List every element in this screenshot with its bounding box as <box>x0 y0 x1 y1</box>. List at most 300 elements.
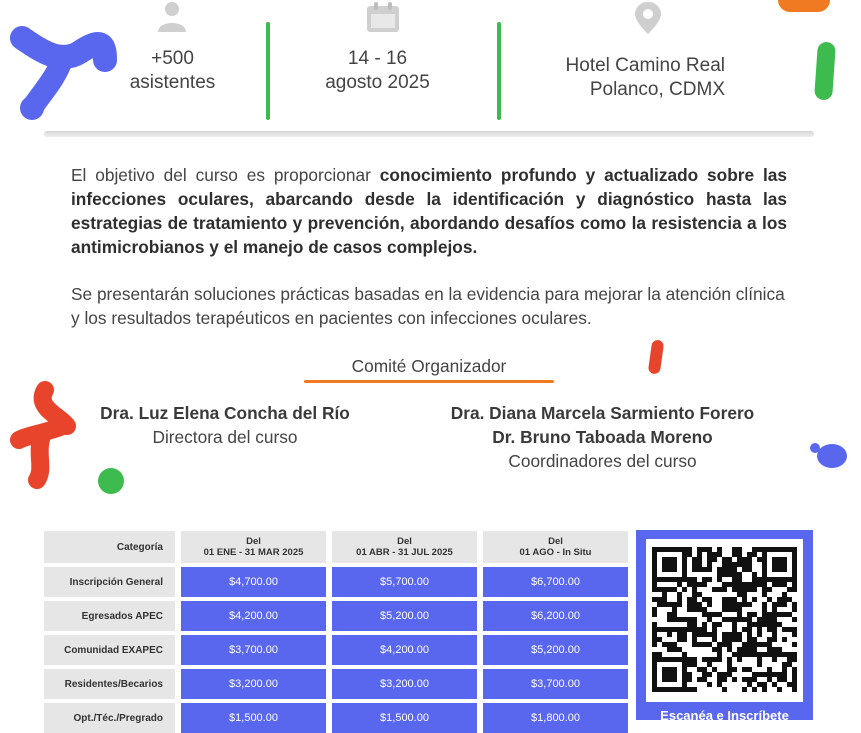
committee-title: Comité Organizador <box>351 356 507 376</box>
qr-module <box>712 552 717 557</box>
qr-module <box>707 662 712 667</box>
qr-module <box>667 602 672 607</box>
qr-module <box>682 652 687 657</box>
qr-code[interactable] <box>646 539 803 702</box>
qr-module <box>732 667 737 672</box>
qr-module <box>697 607 702 612</box>
qr-module <box>687 657 692 662</box>
period-range: 01 ABR - 31 JUL 2025 <box>356 547 453 558</box>
qr-module <box>712 637 717 642</box>
orange-blob-decoration <box>778 0 830 12</box>
qr-module <box>747 682 752 687</box>
qr-module <box>787 597 792 602</box>
price-cell: $3,700.00 <box>483 669 628 699</box>
qr-module <box>712 632 717 637</box>
qr-module <box>662 592 667 597</box>
qr-module <box>762 602 767 607</box>
qr-module <box>772 637 777 642</box>
qr-module <box>787 682 792 687</box>
qr-module <box>652 607 657 612</box>
venue-location: Polanco, CDMX <box>589 79 725 100</box>
qr-module <box>752 547 757 552</box>
qr-module <box>747 652 752 657</box>
qr-module <box>787 627 792 632</box>
qr-module <box>772 612 777 617</box>
qr-module <box>792 632 797 637</box>
qr-module <box>692 607 697 612</box>
qr-module <box>702 612 707 617</box>
qr-module <box>792 582 797 587</box>
qr-module <box>792 627 797 632</box>
qr-module <box>792 602 797 607</box>
qr-module <box>782 667 787 672</box>
qr-module <box>767 587 772 592</box>
qr-module <box>732 547 737 552</box>
qr-module <box>732 617 737 622</box>
qr-module <box>742 652 747 657</box>
qr-module <box>762 682 767 687</box>
qr-module <box>787 662 792 667</box>
qr-module <box>752 652 757 657</box>
qr-module <box>682 632 687 637</box>
qr-module <box>737 602 742 607</box>
qr-module <box>672 612 677 617</box>
qr-module <box>742 667 747 672</box>
qr-module <box>697 677 702 682</box>
qr-module <box>652 627 657 632</box>
qr-module <box>757 632 762 637</box>
qr-module <box>677 597 682 602</box>
qr-module <box>662 597 667 602</box>
qr-module <box>727 602 732 607</box>
dates-days: 14 - 16 <box>347 48 408 69</box>
qr-module <box>652 637 657 642</box>
qr-module <box>667 617 672 622</box>
category-header: Categoría <box>44 531 175 563</box>
qr-module <box>757 657 762 662</box>
qr-module <box>737 577 742 582</box>
qr-module <box>737 552 742 557</box>
qr-registration-card[interactable] <box>636 530 813 723</box>
qr-module <box>672 607 677 612</box>
qr-module <box>772 627 777 632</box>
qr-module <box>717 682 722 687</box>
qr-module <box>717 552 722 557</box>
qr-module <box>732 572 737 577</box>
qr-module <box>747 647 752 652</box>
qr-module <box>662 587 667 592</box>
qr-finder <box>662 557 677 572</box>
qr-module <box>662 642 667 647</box>
price-cell: $6,200.00 <box>483 601 628 631</box>
period-range: 01 ENE - 31 MAR 2025 <box>203 547 304 558</box>
qr-module <box>782 662 787 667</box>
qr-module <box>737 582 742 587</box>
qr-module <box>737 562 742 567</box>
qr-module <box>747 637 752 642</box>
qr-module <box>752 677 757 682</box>
qr-module <box>707 682 712 687</box>
qr-module <box>692 642 697 647</box>
qr-module <box>737 572 742 577</box>
row-label: Residentes/Becarios <box>44 669 175 699</box>
qr-module <box>767 597 772 602</box>
qr-module <box>737 632 742 637</box>
qr-module <box>737 637 742 642</box>
qr-module <box>722 677 727 682</box>
qr-module <box>777 652 782 657</box>
qr-module <box>782 652 787 657</box>
qr-module <box>702 632 707 637</box>
qr-module <box>757 642 762 647</box>
price-cell: $4,200.00 <box>181 601 326 631</box>
qr-module <box>732 627 737 632</box>
qr-module <box>677 602 682 607</box>
qr-module <box>722 562 727 567</box>
qr-module <box>747 587 752 592</box>
qr-module <box>732 582 737 587</box>
qr-module <box>792 687 797 692</box>
qr-module <box>747 632 752 637</box>
qr-module <box>777 672 782 677</box>
qr-module <box>672 642 677 647</box>
qr-module <box>792 667 797 672</box>
qr-module <box>737 587 742 592</box>
person-icon <box>155 0 189 34</box>
qr-module <box>727 597 732 602</box>
qr-module <box>732 567 737 572</box>
qr-module <box>677 647 682 652</box>
qr-module <box>707 552 712 557</box>
qr-module <box>722 642 727 647</box>
qr-module <box>762 622 767 627</box>
qr-module <box>692 577 697 582</box>
director-name: Dra. Luz Elena Concha del Río <box>100 403 350 423</box>
qr-module <box>722 587 727 592</box>
qr-module <box>757 662 762 667</box>
attendees-info <box>100 47 245 95</box>
qr-module <box>737 612 742 617</box>
red-bar-decoration <box>648 339 665 374</box>
qr-module <box>722 572 727 577</box>
qr-module <box>722 597 727 602</box>
qr-module <box>737 617 742 622</box>
qr-module <box>757 652 762 657</box>
qr-module <box>752 597 757 602</box>
qr-module <box>792 642 797 647</box>
qr-module <box>767 637 772 642</box>
qr-module <box>717 657 722 662</box>
qr-module <box>737 652 742 657</box>
qr-module <box>732 607 737 612</box>
qr-module <box>652 652 657 657</box>
qr-module <box>692 622 697 627</box>
qr-module <box>737 607 742 612</box>
price-cell: $5,200.00 <box>483 635 628 665</box>
row-label: Opt./Téc./Pregrado <box>44 703 175 733</box>
qr-module <box>707 557 712 562</box>
qr-module <box>667 587 672 592</box>
qr-module <box>687 662 692 667</box>
qr-module <box>692 662 697 667</box>
qr-module <box>747 557 752 562</box>
venue-info <box>540 54 725 102</box>
qr-module <box>652 642 657 647</box>
qr-module <box>742 627 747 632</box>
price-cell: $1,500.00 <box>332 703 477 733</box>
qr-module <box>782 637 787 642</box>
qr-module <box>692 617 697 622</box>
qr-module <box>687 672 692 677</box>
qr-module <box>692 562 697 567</box>
qr-module <box>772 652 777 657</box>
qr-module <box>762 587 767 592</box>
qr-module <box>747 627 752 632</box>
qr-module <box>707 642 712 647</box>
qr-module <box>707 632 712 637</box>
qr-module <box>722 637 727 642</box>
qr-module <box>722 687 727 692</box>
qr-module <box>657 587 662 592</box>
qr-module <box>702 582 707 587</box>
qr-module <box>702 667 707 672</box>
qr-module <box>687 622 692 627</box>
attendees-count: +500 <box>151 48 194 69</box>
qr-module <box>662 602 667 607</box>
qr-module <box>777 647 782 652</box>
qr-module <box>772 682 777 687</box>
qr-module <box>657 597 662 602</box>
qr-module <box>677 582 682 587</box>
qr-module <box>782 627 787 632</box>
qr-module <box>687 607 692 612</box>
qr-module <box>657 602 662 607</box>
qr-module <box>657 627 662 632</box>
qr-module <box>702 577 707 582</box>
green-dot-decoration <box>98 468 124 494</box>
qr-module <box>762 612 767 617</box>
qr-module <box>702 567 707 572</box>
price-cell: $5,200.00 <box>332 601 477 631</box>
qr-module <box>787 652 792 657</box>
qr-module <box>732 552 737 557</box>
qr-module <box>692 637 697 642</box>
qr-module <box>742 642 747 647</box>
qr-module <box>762 582 767 587</box>
qr-module <box>717 677 722 682</box>
calendar-icon <box>364 0 404 34</box>
qr-module <box>682 617 687 622</box>
qr-module <box>792 677 797 682</box>
qr-module <box>712 667 717 672</box>
qr-module <box>747 667 752 672</box>
qr-module <box>757 577 762 582</box>
qr-module <box>762 617 767 622</box>
period-label: Del <box>397 536 412 547</box>
qr-module <box>742 687 747 692</box>
qr-module <box>672 587 677 592</box>
qr-module <box>792 657 797 662</box>
period-header <box>181 531 326 563</box>
qr-module <box>767 647 772 652</box>
qr-module <box>712 627 717 632</box>
qr-module <box>667 642 672 647</box>
qr-module <box>747 562 752 567</box>
qr-module <box>677 592 682 597</box>
qr-module <box>727 667 732 672</box>
qr-module <box>772 672 777 677</box>
qr-module <box>777 677 782 682</box>
objective-bold: conocimiento profundo y actualizado sobre las infecciones oculares, abarcando desde la identificación y diagnóstico hasta las estrategias de tratamiento y prevención, abordando desafíos como la resistencia a los antimicrobianos y el manejo de casos complejos. <box>71 165 787 257</box>
qr-module <box>687 627 692 632</box>
header-separator <box>44 131 814 137</box>
divider-2 <box>497 22 501 120</box>
qr-module <box>772 622 777 627</box>
qr-module <box>717 647 722 652</box>
qr-module <box>692 687 697 692</box>
qr-module <box>697 592 702 597</box>
solutions-paragraph: Se presentarán soluciones prácticas basadas en la evidencia para mejorar la atención clínica y los resultados terapéuticos en pacientes con infecciones oculares. <box>71 284 785 328</box>
period-header <box>332 531 477 563</box>
qr-module <box>772 607 777 612</box>
coordinator-2-name: Dr. Bruno Taboada Moreno <box>492 427 713 447</box>
qr-module <box>702 547 707 552</box>
qr-module <box>717 577 722 582</box>
qr-module <box>777 582 782 587</box>
qr-module <box>687 687 692 692</box>
qr-module <box>697 567 702 572</box>
qr-module <box>732 677 737 682</box>
qr-module <box>772 582 777 587</box>
qr-module <box>717 547 722 552</box>
qr-module <box>687 602 692 607</box>
qr-module <box>792 617 797 622</box>
qr-module <box>727 582 732 587</box>
qr-module <box>742 557 747 562</box>
qr-module <box>747 642 752 647</box>
qr-module <box>792 607 797 612</box>
qr-module <box>742 677 747 682</box>
qr-module <box>742 582 747 587</box>
qr-module <box>777 597 782 602</box>
qr-module <box>712 657 717 662</box>
qr-module <box>697 642 702 647</box>
qr-module <box>707 597 712 602</box>
qr-module <box>727 662 732 667</box>
qr-module <box>727 657 732 662</box>
qr-module <box>772 657 777 662</box>
price-cell: $4,200.00 <box>332 635 477 665</box>
qr-module <box>752 637 757 642</box>
qr-module <box>742 587 747 592</box>
qr-module <box>767 612 772 617</box>
qr-module <box>692 592 697 597</box>
qr-module <box>752 642 757 647</box>
qr-module <box>782 612 787 617</box>
qr-module <box>687 677 692 682</box>
qr-module <box>697 562 702 567</box>
objective-intro: El objetivo del curso es proporcionar <box>71 165 380 185</box>
qr-module <box>777 622 782 627</box>
qr-module <box>657 652 662 657</box>
qr-module <box>697 582 702 587</box>
qr-module <box>757 557 762 562</box>
qr-module <box>717 652 722 657</box>
qr-module <box>737 647 742 652</box>
qr-module <box>732 587 737 592</box>
qr-module <box>747 612 752 617</box>
director-role: Directora del curso <box>152 427 298 447</box>
qr-module <box>757 582 762 587</box>
qr-module <box>707 612 712 617</box>
qr-module <box>782 597 787 602</box>
qr-module <box>727 617 732 622</box>
qr-module <box>667 647 672 652</box>
qr-module <box>702 607 707 612</box>
qr-module <box>737 592 742 597</box>
qr-module <box>672 647 677 652</box>
qr-module <box>687 547 692 552</box>
qr-module <box>707 617 712 622</box>
qr-module <box>792 682 797 687</box>
committee-underline <box>304 380 554 383</box>
qr-module <box>752 687 757 692</box>
row-label: Egresados APEC <box>44 601 175 631</box>
divider-1 <box>266 22 270 120</box>
qr-module <box>682 637 687 642</box>
qr-module <box>722 602 727 607</box>
qr-module <box>692 602 697 607</box>
qr-module <box>742 617 747 622</box>
qr-module <box>727 557 732 562</box>
qr-module <box>762 592 767 597</box>
qr-module <box>767 617 772 622</box>
qr-module <box>742 592 747 597</box>
qr-module <box>722 617 727 622</box>
qr-module <box>707 657 712 662</box>
qr-module <box>727 637 732 642</box>
qr-module <box>747 617 752 622</box>
qr-module <box>692 632 697 637</box>
qr-module <box>697 627 702 632</box>
qr-module <box>707 567 712 572</box>
qr-module <box>732 632 737 637</box>
qr-module <box>722 672 727 677</box>
qr-module <box>722 607 727 612</box>
qr-module <box>722 567 727 572</box>
qr-module <box>652 622 657 627</box>
qr-module <box>667 632 672 637</box>
row-label: Inscripción General <box>44 567 175 597</box>
qr-module <box>717 622 722 627</box>
qr-module <box>757 547 762 552</box>
coordinator-1-name: Dra. Diana Marcela Sarmiento Forero <box>450 403 755 423</box>
qr-module <box>702 657 707 662</box>
qr-module <box>787 612 792 617</box>
attendees-label: asistentes <box>129 72 216 93</box>
qr-module <box>757 682 762 687</box>
qr-module <box>702 677 707 682</box>
qr-module <box>782 592 787 597</box>
qr-module <box>782 602 787 607</box>
qr-module <box>677 637 682 642</box>
price-cell: $3,700.00 <box>181 635 326 665</box>
qr-module <box>727 672 732 677</box>
qr-module <box>782 677 787 682</box>
qr-module <box>652 632 657 637</box>
qr-module <box>747 677 752 682</box>
qr-module <box>742 597 747 602</box>
